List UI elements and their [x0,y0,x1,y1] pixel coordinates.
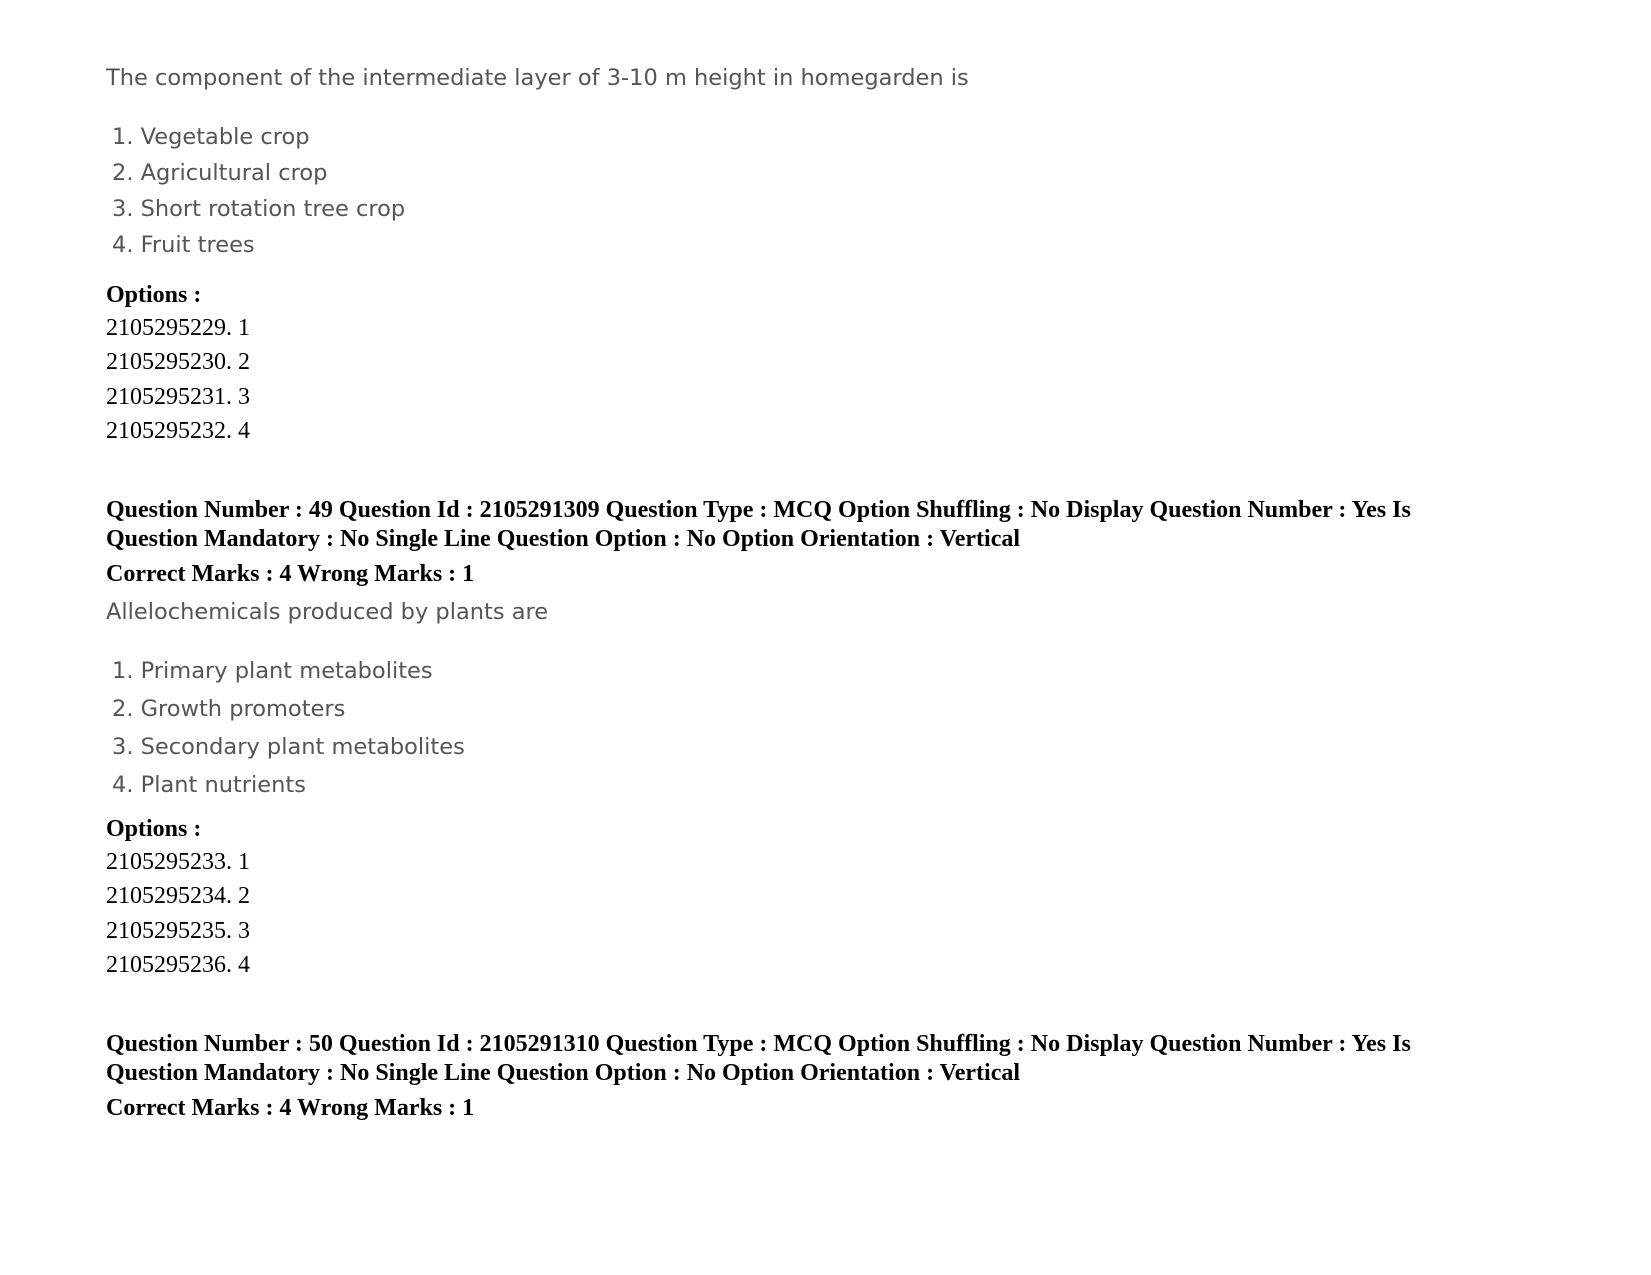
option-item: 2105295234. 2 [106,883,250,909]
question-meta-line2: Question Mandatory : No Single Line Question Option : No Option Orientation : Vertical [106,526,1021,552]
statement-item: 4. Plant nutrients [112,772,306,798]
option-item: 2105295232. 4 [106,418,250,444]
marks-line: Correct Marks : 4 Wrong Marks : 1 [106,1095,475,1121]
marks-line: Correct Marks : 4 Wrong Marks : 1 [106,561,475,587]
option-item: 2105295235. 3 [106,918,250,944]
statement-item: 3. Secondary plant metabolites [112,734,465,760]
question-meta-line1: Question Number : 49 Question Id : 2105291309 Question Type : MCQ Option Shuffling : No Display Question Number : Yes Is [106,497,1411,523]
options-label: Options : [106,282,202,308]
option-item: 2105295229. 1 [106,315,250,341]
statement-item: 2. Agricultural crop [112,160,328,186]
statement-item: 4. Fruit trees [112,232,255,258]
question-meta-line1: Question Number : 50 Question Id : 2105291310 Question Type : MCQ Option Shuffling : No Display Question Number : Yes Is [106,1031,1411,1057]
option-item: 2105295231. 3 [106,384,250,410]
question-meta-line2: Question Mandatory : No Single Line Question Option : No Option Orientation : Vertical [106,1060,1021,1086]
statement-item: 3. Short rotation tree crop [112,196,406,222]
option-item: 2105295230. 2 [106,349,250,375]
options-label: Options : [106,816,202,842]
question-text: Allelochemicals produced by plants are [106,599,549,625]
option-item: 2105295233. 1 [106,849,250,875]
statement-item: 1. Vegetable crop [112,124,310,150]
statement-item: 2. Growth promoters [112,696,346,722]
statement-item: 1. Primary plant metabolites [112,658,433,684]
question-text: The component of the intermediate layer of 3-10 m height in homegarden is [106,65,969,91]
option-item: 2105295236. 4 [106,952,250,978]
